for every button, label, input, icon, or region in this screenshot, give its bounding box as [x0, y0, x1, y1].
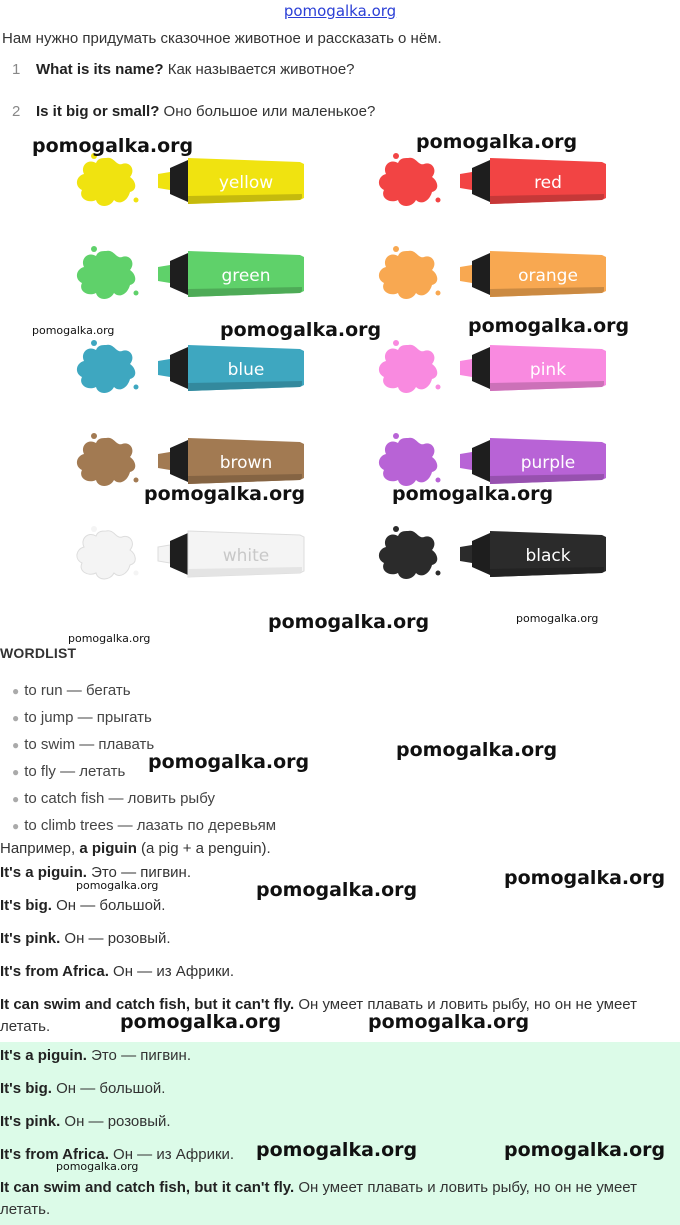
watermark: pomogalka.org [504, 1139, 666, 1161]
watermark: pomogalka.org [76, 879, 159, 892]
marker-collar [472, 253, 490, 295]
answer-sentence: It's from Africa. Он — из Африки. [0, 1146, 235, 1163]
color-label: brown [219, 453, 273, 473]
watermark: pomogalka.org [368, 1011, 530, 1033]
color-swatch-pink [372, 337, 612, 399]
marker-tip [158, 172, 170, 190]
marker-collar [472, 347, 490, 389]
watermark: pomogalka.org [220, 319, 382, 341]
marker-collar [170, 533, 188, 575]
question-ru: Как называется животное? [167, 61, 355, 78]
color-label: yellow [218, 173, 274, 193]
watermark: pomogalka.org [120, 1011, 282, 1033]
color-swatch-yellow [70, 150, 310, 212]
watermark: pomogalka.org [32, 324, 115, 337]
color-label: red [534, 173, 562, 193]
color-label: green [221, 266, 271, 286]
color-swatch-orange [372, 243, 612, 305]
paint-splash [77, 345, 135, 393]
color-swatch-white [70, 523, 310, 585]
paint-drop [393, 246, 399, 252]
paint-drop [91, 246, 97, 252]
paint-drop [393, 526, 399, 532]
marker-tip [158, 452, 170, 470]
paint-splash [379, 438, 437, 486]
paint-drop [134, 198, 139, 203]
marker-tip [460, 452, 472, 470]
marker-collar [170, 347, 188, 389]
watermark: pomogalka.org [68, 632, 151, 645]
paint-drop [436, 478, 441, 483]
color-label: purple [520, 453, 576, 473]
color-label: black [525, 546, 571, 566]
paint-splash [379, 531, 437, 579]
wordlist-item: ● to catch fish — ловить рыбу [12, 790, 215, 807]
color-swatch-blue [70, 337, 310, 399]
paint-drop [91, 340, 97, 346]
paint-drop [134, 478, 139, 483]
watermark: pomogalka.org [468, 315, 630, 337]
marker-tip [460, 172, 472, 190]
color-swatch-green [70, 243, 310, 305]
marker-collar [170, 440, 188, 482]
watermark: pomogalka.org [516, 612, 599, 625]
marker-collar [170, 160, 188, 202]
paint-drop [393, 340, 399, 346]
question-number: 1 [12, 61, 21, 78]
paint-drop [436, 198, 441, 203]
color-label: orange [518, 266, 578, 286]
paint-drop [436, 291, 441, 296]
paint-splash [77, 158, 135, 206]
watermark: pomogalka.org [144, 483, 306, 505]
watermark: pomogalka.org [392, 483, 554, 505]
watermark: pomogalka.org [148, 751, 310, 773]
watermark: pomogalka.org [56, 1160, 139, 1173]
paint-drop [91, 433, 97, 439]
example-line: Например, a piguin (a pig + a penguin). [0, 840, 271, 857]
paint-drop [134, 291, 139, 296]
task-intro: Нам нужно придумать сказочное животное и рассказать о нём. [2, 30, 442, 47]
sentence: It's pink. Он — розовый. [0, 930, 171, 947]
watermark: pomogalka.org [32, 135, 194, 157]
watermark: pomogalka.org [256, 879, 418, 901]
marker-tip [460, 359, 472, 377]
wordlist-item: ● to swim — плавать [12, 736, 155, 753]
wordlist-item: ● to jump — прыгать [12, 709, 152, 726]
paint-drop [91, 526, 97, 532]
paint-splash [77, 531, 135, 579]
color-label: pink [529, 360, 567, 380]
watermark: pomogalka.org [416, 131, 578, 153]
question-ru: Оно большое или маленькое? [163, 103, 376, 120]
color-label: blue [227, 360, 265, 380]
marker-tip [158, 545, 170, 563]
paint-drop [436, 571, 441, 576]
marker-collar [472, 533, 490, 575]
sentence: It's from Africa. Он — из Африки. [0, 963, 235, 980]
color-swatch-red [372, 150, 612, 212]
paint-splash [77, 251, 135, 299]
answer-sentence: It's pink. Он — розовый. [0, 1113, 171, 1130]
question-number: 2 [12, 103, 21, 120]
watermark: pomogalka.org [256, 1139, 418, 1161]
sentence: It's a piguin. Это — пигвин. [0, 864, 192, 881]
paint-drop [134, 571, 139, 576]
paint-splash [379, 345, 437, 393]
paint-drop [436, 385, 441, 390]
question-1 [12, 61, 355, 78]
marker-tip [460, 545, 472, 563]
paint-splash [379, 158, 437, 206]
color-swatch-black [372, 523, 612, 585]
wordlist-item: ● to fly — летать [12, 763, 126, 780]
watermark: pomogalka.org [504, 867, 666, 889]
question-en: Is it big or small? [36, 103, 160, 120]
sentence: It can swim and catch fish, but it can't fly. Он умеет плавать и ловить рыбу, но он не умеет летать. [0, 996, 638, 1035]
question-2 [12, 103, 375, 120]
watermark: pomogalka.org [396, 739, 558, 761]
marker-tip [158, 265, 170, 283]
paint-splash [77, 438, 135, 486]
answer-sentence: It's a piguin. Это — пигвин. [0, 1047, 192, 1064]
marker-collar [170, 253, 188, 295]
answer-sentence: It can swim and catch fish, but it can't fly. Он умеет плавать и ловить рыбу, но он не умеет летать. [0, 1179, 638, 1218]
watermark: pomogalka.org [268, 611, 430, 633]
site-link[interactable]: pomogalka.org [283, 2, 397, 20]
paint-drop [134, 385, 139, 390]
question-en: What is its name? [36, 61, 164, 78]
answer-sentence: It's big. Он — большой. [0, 1080, 166, 1097]
marker-collar [472, 440, 490, 482]
marker-collar [472, 160, 490, 202]
paint-splash [379, 251, 437, 299]
marker-tip [460, 265, 472, 283]
paint-drop [393, 433, 399, 439]
paint-drop [393, 153, 399, 159]
marker-tip [158, 359, 170, 377]
sentence: It's big. Он — большой. [0, 897, 166, 914]
wordlist-title: WORDLIST [0, 645, 77, 661]
wordlist-item: ● to climb trees — лазать по деревьям [12, 817, 277, 834]
color-label: white [222, 546, 270, 566]
wordlist-item: ● to run — бегать [12, 682, 131, 699]
